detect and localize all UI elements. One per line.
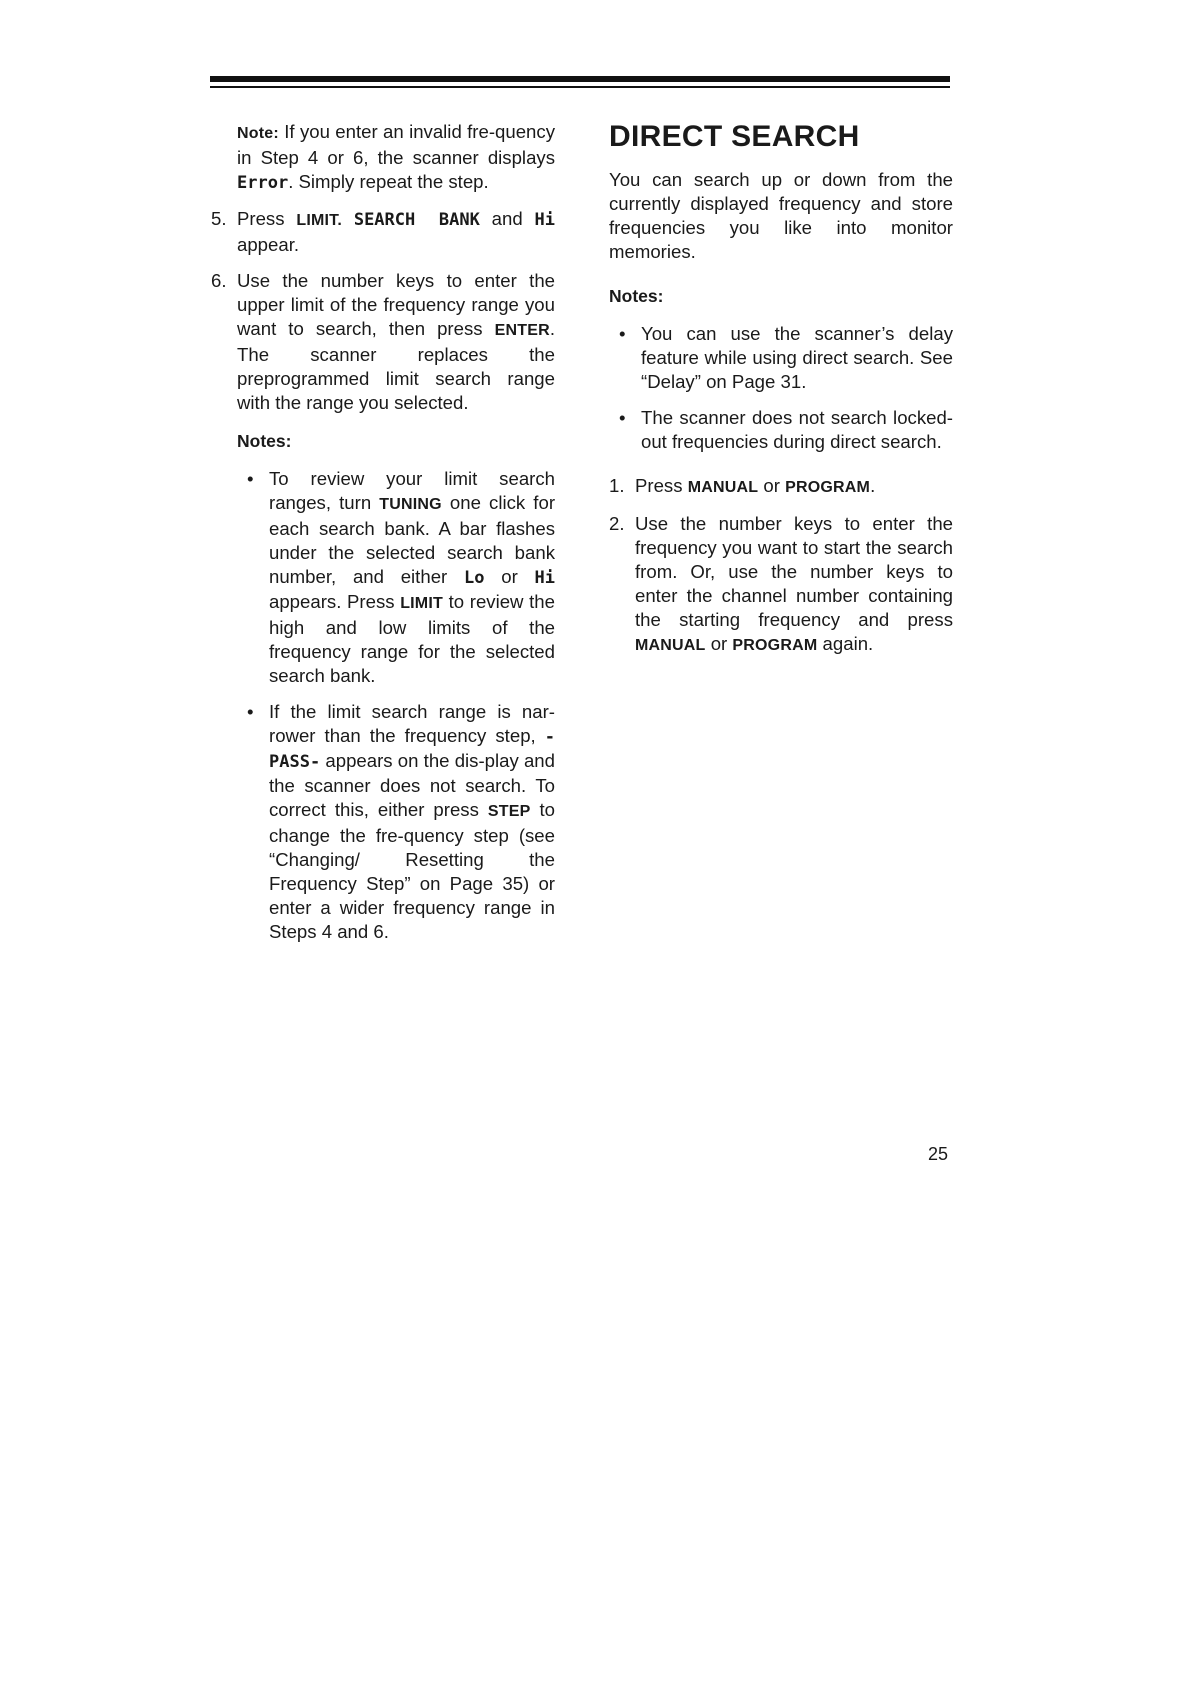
key-limit: LIMIT. (296, 212, 342, 229)
lcd-error: Error (237, 173, 289, 193)
right-column (609, 120, 953, 670)
lcd-bank: BANK (438, 210, 480, 230)
lcd-lo: Lo (463, 568, 485, 588)
step-5: 5. Press LIMIT. SEARCH BANK and Hi appear. (211, 208, 555, 255)
lcd-pass: -PASS- (269, 727, 555, 772)
key-step: STEP (487, 803, 531, 820)
key-program: PROGRAM (785, 479, 871, 496)
notes-heading: Notes: (237, 431, 292, 451)
section-title: DIRECT SEARCH (609, 120, 860, 153)
bullet-dot: • (619, 323, 626, 344)
note-label: Note: (237, 125, 279, 142)
key-enter: ENTER (494, 322, 550, 339)
step-number: 6. (211, 270, 227, 291)
invalid-frequency-note: Note: If you enter an invalid fre-quency in Step 4 or 6, the scanner displays Error. Simply repeat the step. (237, 121, 555, 193)
note-bullet-delay: • You can use the scanner’s delay feature while using direct search. See “Delay” on Page 31. (619, 323, 953, 392)
lcd-hi: Hi (534, 568, 555, 588)
lcd-search: SEARCH (353, 210, 416, 230)
page-number: 25 (928, 1144, 949, 1164)
notes-heading: Notes: (609, 286, 664, 306)
key-manual: MANUAL (687, 479, 759, 496)
step-2: 2. Use the number keys to enter the frequency you want to start the search from. Or, use the number keys to enter the channel number containing the starting frequency and press MANUAL or PROGRAM again. (609, 513, 953, 654)
note-bullet-review-ranges: • To review your limit search ranges, turn TUNING one click for each search bank. A bar flashes under the selected search bank number, and either Lo or Hi appears. Press LIMIT to review the high and low limits of the frequency range for the selected search bank. (247, 468, 556, 686)
key-limit: LIMIT (400, 595, 443, 612)
bullet-dot: • (247, 468, 254, 489)
step-number: 5. (211, 208, 227, 229)
key-manual: MANUAL (635, 637, 706, 654)
left-column (211, 120, 556, 956)
step-number: 1. (609, 475, 625, 496)
key-tuning: TUNING (379, 496, 442, 513)
bullet-dot: • (247, 701, 254, 722)
lcd-hi: Hi (534, 210, 555, 230)
step-6: 6. Use the number keys to enter the upper limit of the frequency range you want to search, then press ENTER. The scanner replaces the preprogrammed limit search range with the range you selected. (211, 270, 555, 413)
bullet-dot: • (619, 407, 626, 428)
note-bullet-pass: • If the limit search range is nar-rower than the frequency step, -PASS- appears on the dis-play and the scanner does not search. To correct this, either press STEP to change the fre-quency step (see “Changing/ Resetting the Frequency Step” on Page 35) or enter a wider frequency range in Steps 4 and 6. (247, 701, 555, 942)
section-intro: You can search up or down from the currently displayed frequency and store frequencies you like into monitor memories. (609, 169, 953, 262)
header-rule-thick (210, 76, 950, 82)
key-program: PROGRAM (732, 637, 818, 654)
step-1: 1. Press MANUAL or PROGRAM. (609, 475, 876, 496)
step-number: 2. (609, 513, 625, 534)
header-rule-thin (210, 86, 950, 88)
note-bullet-locked-out: • The scanner does not search locked-out frequencies during direct search. (619, 407, 953, 452)
